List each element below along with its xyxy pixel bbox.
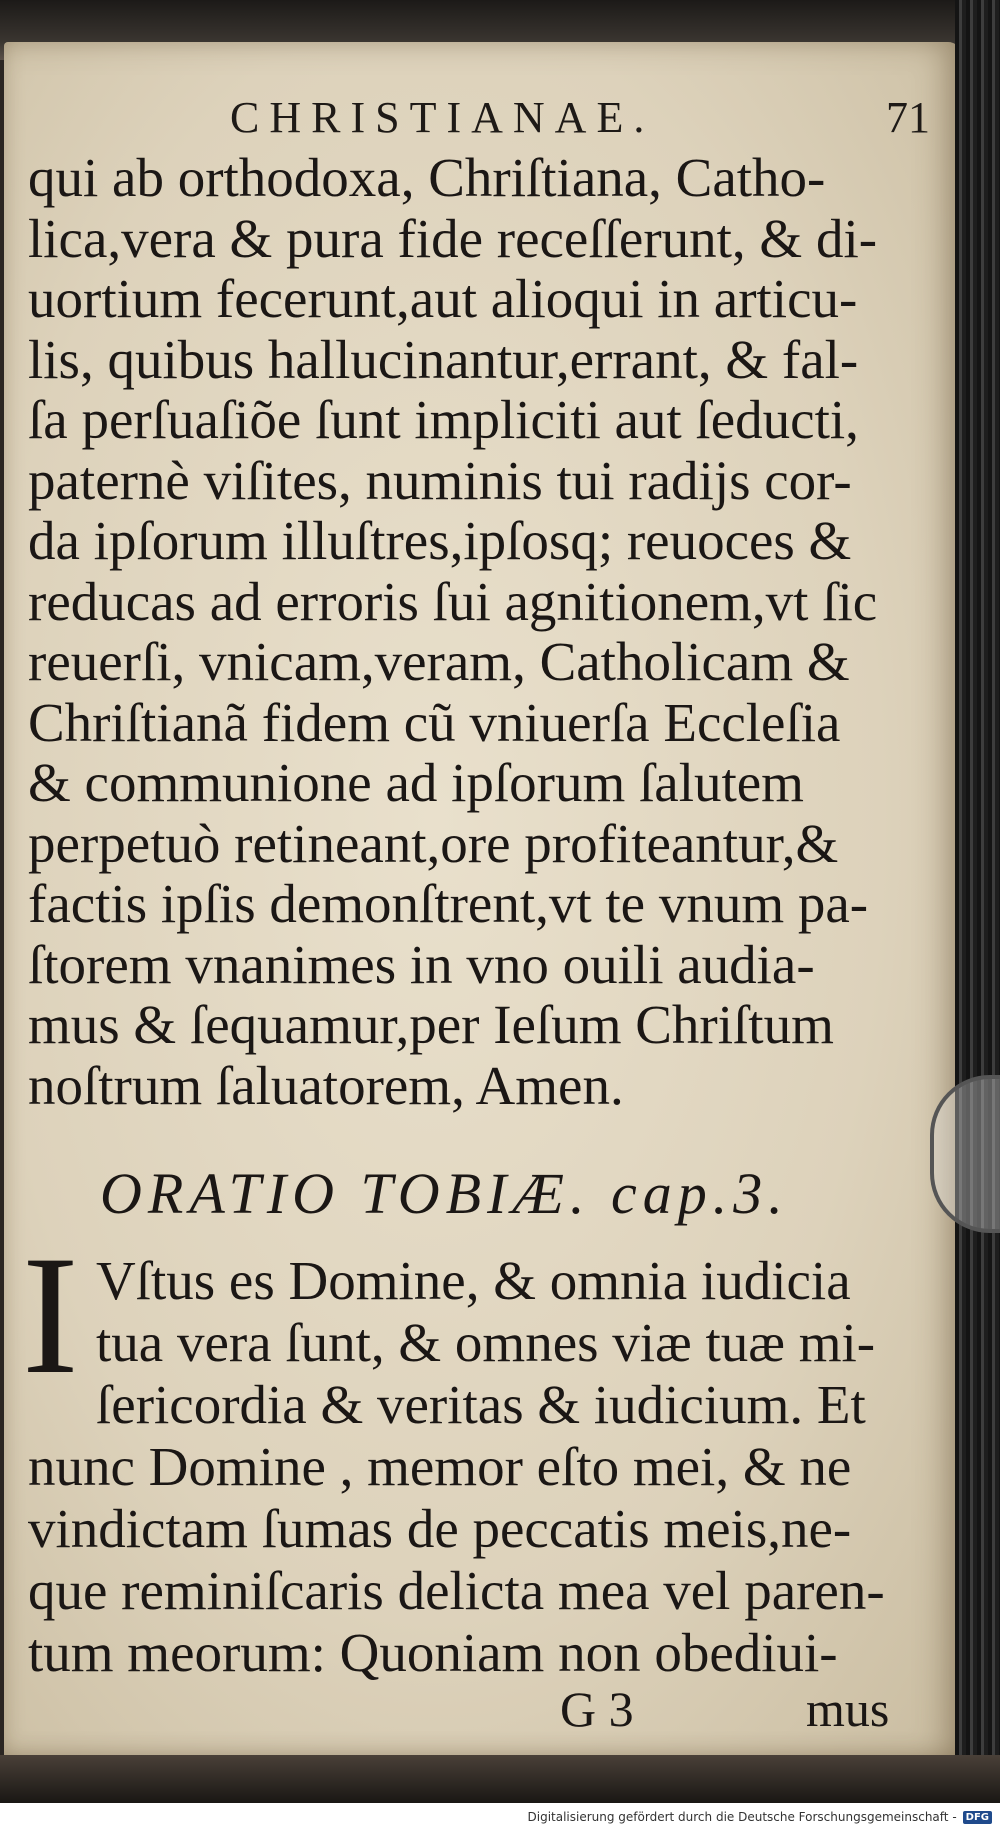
text-line: qui ab orthodoxa, Chriſtiana, Catho-	[28, 147, 826, 208]
text-line: factis ipſis demonſtrent,vt te vnum pa-	[28, 873, 869, 934]
prayer-text	[28, 1436, 928, 1684]
text-line: tum meorum: Quoniam non obediui-	[28, 1622, 838, 1683]
text-line: Vſtus es Domine, & omnia iudicia	[96, 1250, 851, 1311]
text-line: uortium fecerunt,aut alioqui in articu-	[28, 268, 858, 329]
text-line: noſtrum ſaluatorem, Amen.	[28, 1054, 624, 1116]
page-header	[230, 92, 930, 152]
book-bottom-edge	[0, 1755, 1000, 1803]
text-line: lis, quibus hallucinantur,errant, & fal-	[28, 328, 859, 390]
text-line: vindictam ſumas de peccatis meis,ne-	[28, 1498, 852, 1559]
text-line: tua vera ſunt, & omnes viæ tuæ mi-	[96, 1312, 876, 1373]
drop-cap: I	[22, 1221, 79, 1409]
text-line: ſa perſuaſiõe ſunt impliciti aut ſeducti,	[28, 389, 859, 450]
body-text	[28, 148, 928, 1116]
text-line: da ipſorum illuſtres,ipſosq; reuoces &	[28, 510, 852, 571]
page-number: 71	[886, 93, 930, 142]
text-line: ſericordia & veritas & iudicium. Et	[96, 1374, 866, 1435]
text-line: ſtorem vnanimes in vno ouili audia-	[28, 933, 815, 995]
text-line: reducas ad erroris ſui agnitionem,vt ſic	[28, 570, 878, 632]
catchword: mus	[806, 1681, 890, 1737]
text-line: mus & ſequamur,per Ieſum Chriſtum	[28, 994, 834, 1055]
book-page-edges	[955, 0, 1000, 1780]
text-line: paternè viſites, numinis tui radijs cor-	[28, 449, 852, 511]
credit-bar	[0, 1803, 1000, 1832]
text-line: que reminiſcaris delicta mea vel paren-	[28, 1560, 885, 1621]
text-line: & communione ad ipſorum ſalutem	[28, 752, 804, 813]
text-line: perpetuò retineant,ore profiteantur,&	[28, 812, 839, 874]
running-head: CHRISTIANAE.	[230, 93, 655, 142]
text-line: Chriſtianã fidem cũ vniuerſa Eccleſia	[28, 691, 841, 753]
section-heading: ORATIO TOBIÆ. cap.3.	[100, 1161, 789, 1226]
text-line: nunc Domine , memor eſto mei, & ne	[28, 1436, 852, 1497]
text-line: lica,vera & pura fide receſſerunt, & di-	[28, 207, 878, 269]
prayer-text-indented	[96, 1250, 926, 1436]
text-line: reuerſi, vnicam,veram, Catholicam &	[28, 631, 850, 692]
credit-text: Digitalisierung gefördert durch die Deutsche Forschungsgemeinschaft -	[527, 1810, 957, 1824]
signature-mark: G 3	[560, 1681, 634, 1737]
funding-credit	[528, 1810, 993, 1824]
dfg-logo: DFG	[963, 1811, 992, 1824]
